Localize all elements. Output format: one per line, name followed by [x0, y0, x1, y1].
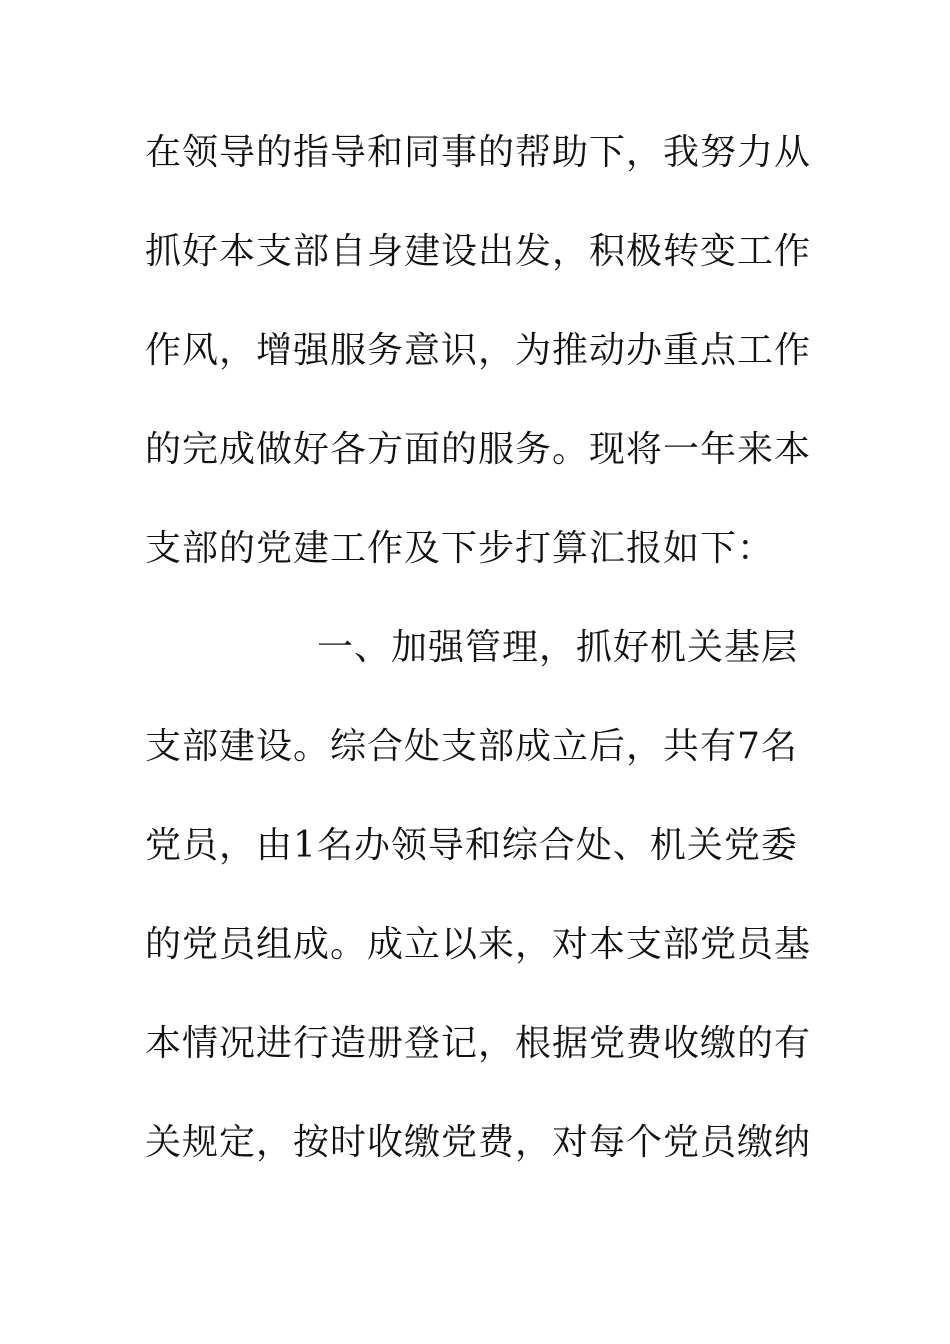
text-line: 的党员组成。成立以来，对本支部党员基	[145, 924, 812, 965]
body-text	[145, 120, 812, 1209]
text-line: 抓好本支部自身建设出发，积极转变工作	[145, 231, 812, 272]
text-line: 支部的党建工作及下步打算汇报如下：	[145, 528, 775, 569]
text-line: 关规定，按时收缴党费，对每个党员缴纳	[145, 1122, 812, 1163]
text-line: 支部建设。综合处支部成立后，共有7名	[145, 726, 798, 767]
section-heading-line: 一、加强管理，抓好机关基层	[317, 627, 799, 668]
text-line: 在领导的指导和同事的帮助下，我努力从	[145, 132, 812, 173]
text-line: 作风，增强服务意识，为推动办重点工作	[145, 330, 812, 371]
text-line: 的完成做好各方面的服务。现将一年来本	[145, 429, 812, 470]
text-line: 党员，由1名办领导和综合处、机关党委	[145, 825, 798, 866]
text-line: 本情况进行造册登记，根据党费收缴的有	[145, 1023, 812, 1064]
